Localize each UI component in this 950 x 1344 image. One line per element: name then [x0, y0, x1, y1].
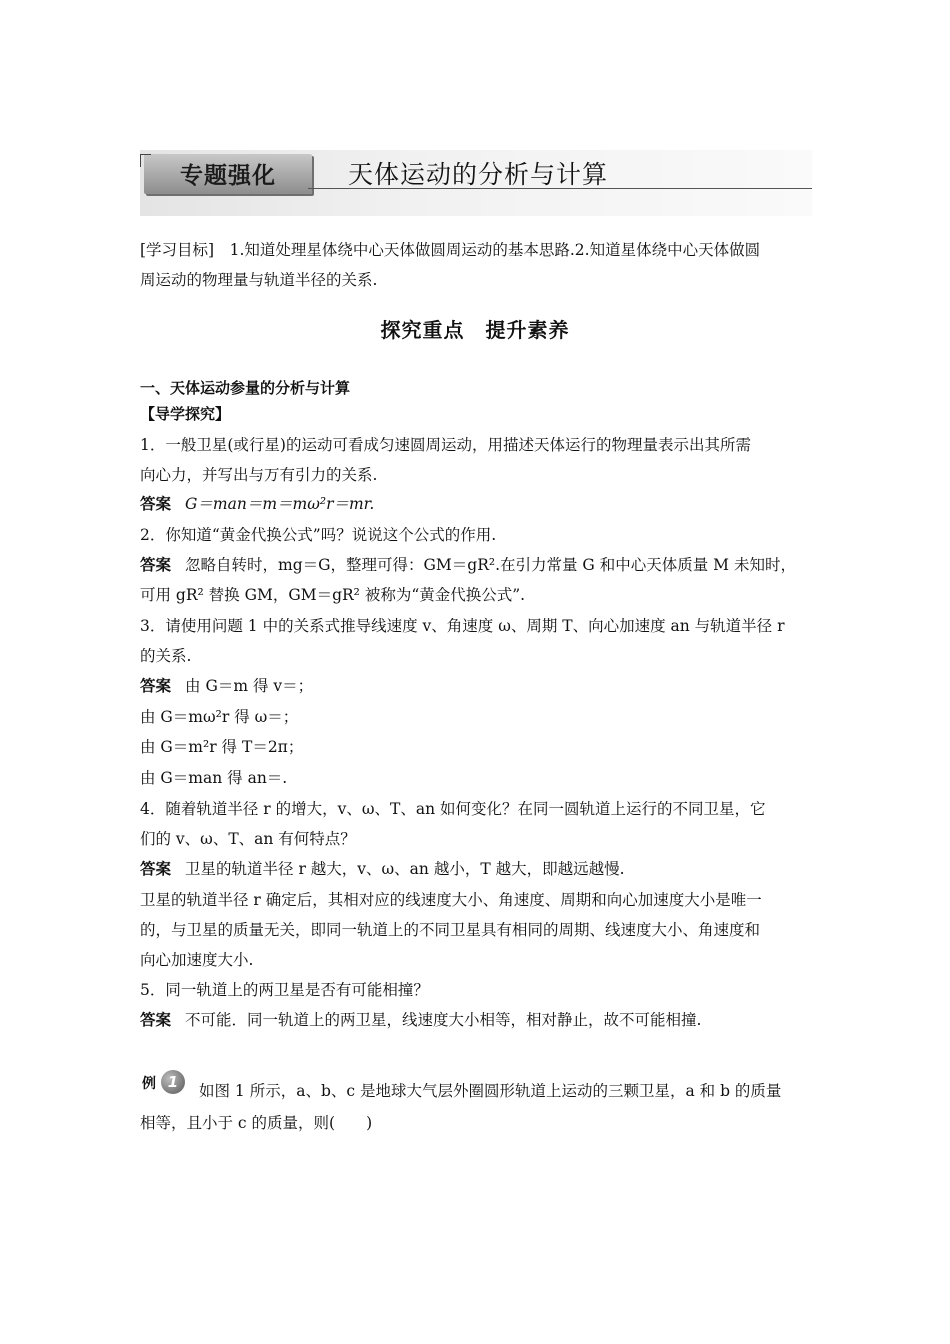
banner-tab-label: 专题强化 — [180, 163, 276, 189]
answer-3-line-3: 由 G＝m²r 得 T＝2π； — [140, 738, 304, 756]
question-3-line-2: 的关系. — [140, 647, 192, 665]
question-4-line-1: 4．随着轨道半径 r 的增大，v、ω、T、an 如何变化？在同一圆轨道上运行的不同卫星，它 — [140, 800, 766, 818]
question-5: 5．同一轨道上的两卫星是否有可能相撞？ — [140, 981, 429, 999]
question-3-line-1: 3．请使用问题 1 中的关系式推导线速度 v、角速度 ω、周期 T、向心加速度 an 与轨道半径 r — [140, 617, 785, 635]
sub-heading: 【导学探究】 — [140, 405, 231, 423]
banner-corner-mark — [140, 154, 151, 167]
answer-5-text: 不可能．同一轨道上的两卫星，线速度大小相等，相对静止，故不可能相撞. — [185, 1011, 702, 1029]
answer-1 — [140, 492, 374, 514]
topic-banner — [140, 150, 812, 216]
center-heading: 探究重点 提升素养 — [380, 318, 570, 342]
example-line-2: 相等，且小于 c 的质量，则( ) — [140, 1114, 373, 1132]
answer-3-line-2: 由 G＝mω²r 得 ω＝； — [140, 708, 299, 726]
answer-1-text: G＝man＝m＝mω²r＝mr. — [185, 495, 375, 513]
answer-label: 答案 — [140, 556, 172, 574]
answer-4-line-3: 的，与卫星的质量无关，即同一轨道上的不同卫星具有相同的周期、线速度大小、角速度和 — [140, 921, 761, 939]
example-number-icon: 1 — [161, 1070, 185, 1094]
example-line-1: 如图 1 所示，a、b、c 是地球大气层外圈圆形轨道上运动的三颗卫星，a 和 b 的质量 — [199, 1082, 782, 1100]
section-heading: 一、天体运动参量的分析与计算 — [140, 379, 351, 397]
objective-line-2: 周运动的物理量与轨道半径的关系. — [140, 271, 378, 289]
question-2: 2．你知道“黄金代换公式”吗？说说这个公式的作用. — [140, 526, 497, 544]
answer-label: 答案 — [140, 1011, 172, 1029]
answer-2-text: 忽略自转时，mg＝G，整理可得：GM＝gR².在引力常量 G 和中心天体质量 M 未知时， — [185, 556, 796, 574]
question-1-line-2: 向心力，并写出与万有引力的关系. — [140, 466, 378, 484]
banner-tab — [144, 154, 312, 194]
question-1-line-1: 1．一般卫星(或行星)的运动可看成匀速圆周运动，用描述天体运行的物理量表示出其所需 — [140, 436, 751, 454]
answer-4-line-1 — [140, 857, 625, 879]
answer-label: 答案 — [140, 677, 172, 695]
answer-2-line-1 — [140, 553, 796, 575]
page-title: 天体运动的分析与计算 — [348, 160, 609, 189]
answer-2-line-2: 可用 gR² 替换 GM，GM＝gR² 被称为“黄金代换公式”. — [140, 586, 526, 604]
question-4-line-2: 们的 v、ω、T、an 有何特点？ — [140, 830, 356, 848]
answer-label: 答案 — [140, 495, 172, 513]
answer-label: 答案 — [140, 860, 172, 878]
answer-4-line-4: 向心加速度大小. — [140, 951, 254, 969]
answer-4-line-2: 卫星的轨道半径 r 确定后，其相对应的线速度大小、角速度、周期和向心加速度大小是唯一 — [140, 891, 762, 909]
example-label: 例 — [142, 1076, 156, 1092]
objective-line-1: [学习目标] 1.知道处理星体绕中心天体做圆周运动的基本思路.2.知道星体绕中心天体做圆 — [140, 241, 761, 259]
answer-3-line-1 — [140, 674, 313, 696]
answer-3-text: 由 G＝m 得 v＝； — [185, 677, 314, 695]
answer-4-text: 卫星的轨道半径 r 越大，v、ω、an 越小，T 越大，即越远越慢. — [185, 860, 625, 878]
answer-5 — [140, 1008, 701, 1030]
answer-3-line-4: 由 G＝man 得 an＝. — [140, 769, 288, 787]
example-badge — [142, 1070, 192, 1096]
